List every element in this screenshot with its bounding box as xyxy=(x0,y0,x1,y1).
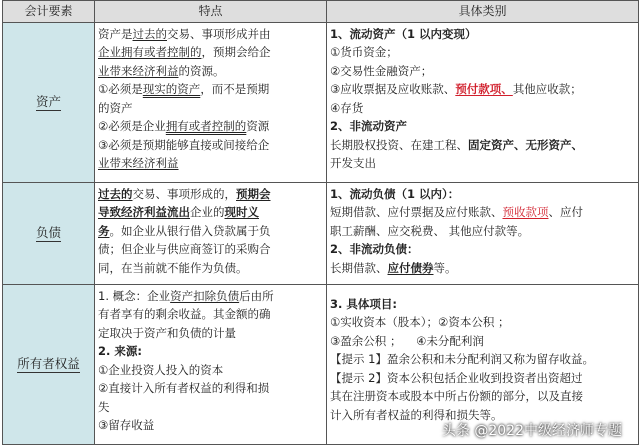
element-label: 资产 xyxy=(35,93,61,109)
element-label: 负债 xyxy=(35,224,61,240)
header-element: 会计要素 xyxy=(3,1,95,23)
element-cell-asset xyxy=(3,22,95,182)
features-cell-equity: 1. 概念：企业资产扣除负债后由所 有者享有的剩余收益。其金额的确 定取决于资产和负债的计量 2. 来源: ①企业投资人投入的资本 ②直接计入所有者权益的利得和损 失 ③留存收益 xyxy=(95,284,327,444)
accounting-elements-table xyxy=(2,0,639,445)
element-cell-equity xyxy=(3,284,95,444)
element-cell-liability xyxy=(3,182,95,284)
table-row-liability xyxy=(3,182,639,284)
element-label: 所有者权益 xyxy=(17,355,80,371)
features-cell-liability: 过去的交易、事项形成的，预期会 导致经济利益流出企业的现时义 务。如企业从银行借入贷款属于负 债；但企业与供应商签订的采购合 同，在当前就不能作为负债。 xyxy=(95,182,327,284)
header-features: 特点 xyxy=(95,1,327,23)
categories-cell-equity: 3. 具体项目: ①实收资本（股本）；②资本公积 ； ③盈余公积 ； ④未分配利润 【提示 1】盈余公积和未分配利润又称为留存收益。 【提示 2】资本公积包括企业收到投资者出资超过 其在注册资本或股本中所占份额的部分，以及直接 计入所有者权益的利得和损失等。 xyxy=(327,284,639,444)
header-row xyxy=(3,1,639,23)
table-row-asset xyxy=(3,22,639,182)
categories-cell-liability: 1、流动负债（1 以内）： 短期借款、应付票据及应付账款、预收款项、应付 职工薪酬、应交税费、 其他应付款等。 2、非流动负债： 长期借款、应付债券等。 xyxy=(327,182,639,284)
watermark: 头条 @2022中级经济师专题 xyxy=(441,423,622,439)
categories-cell-asset: 1、流动资产（1 以内变现） ①货币资金； ②交易性金融资产； ③应收票据及应收账款、预付款项、其他应收款； ④存货 2、非流动资产 长期股权投资、在建工程、固定资产、无形资产、 开发支出 xyxy=(327,22,639,182)
header-categories: 具体类别 xyxy=(327,1,639,23)
features-cell-asset: 资产是过去的交易、事项形成并由 企业拥有或者控制的，预期会给企 业带来经济利益的资源。 ①必须是现实的资产，而不是预期 的资产 ②必须是企业拥有或者控制的资源 ③必须是预期能够直接或间接给企 业带来经济利益 xyxy=(95,22,327,182)
